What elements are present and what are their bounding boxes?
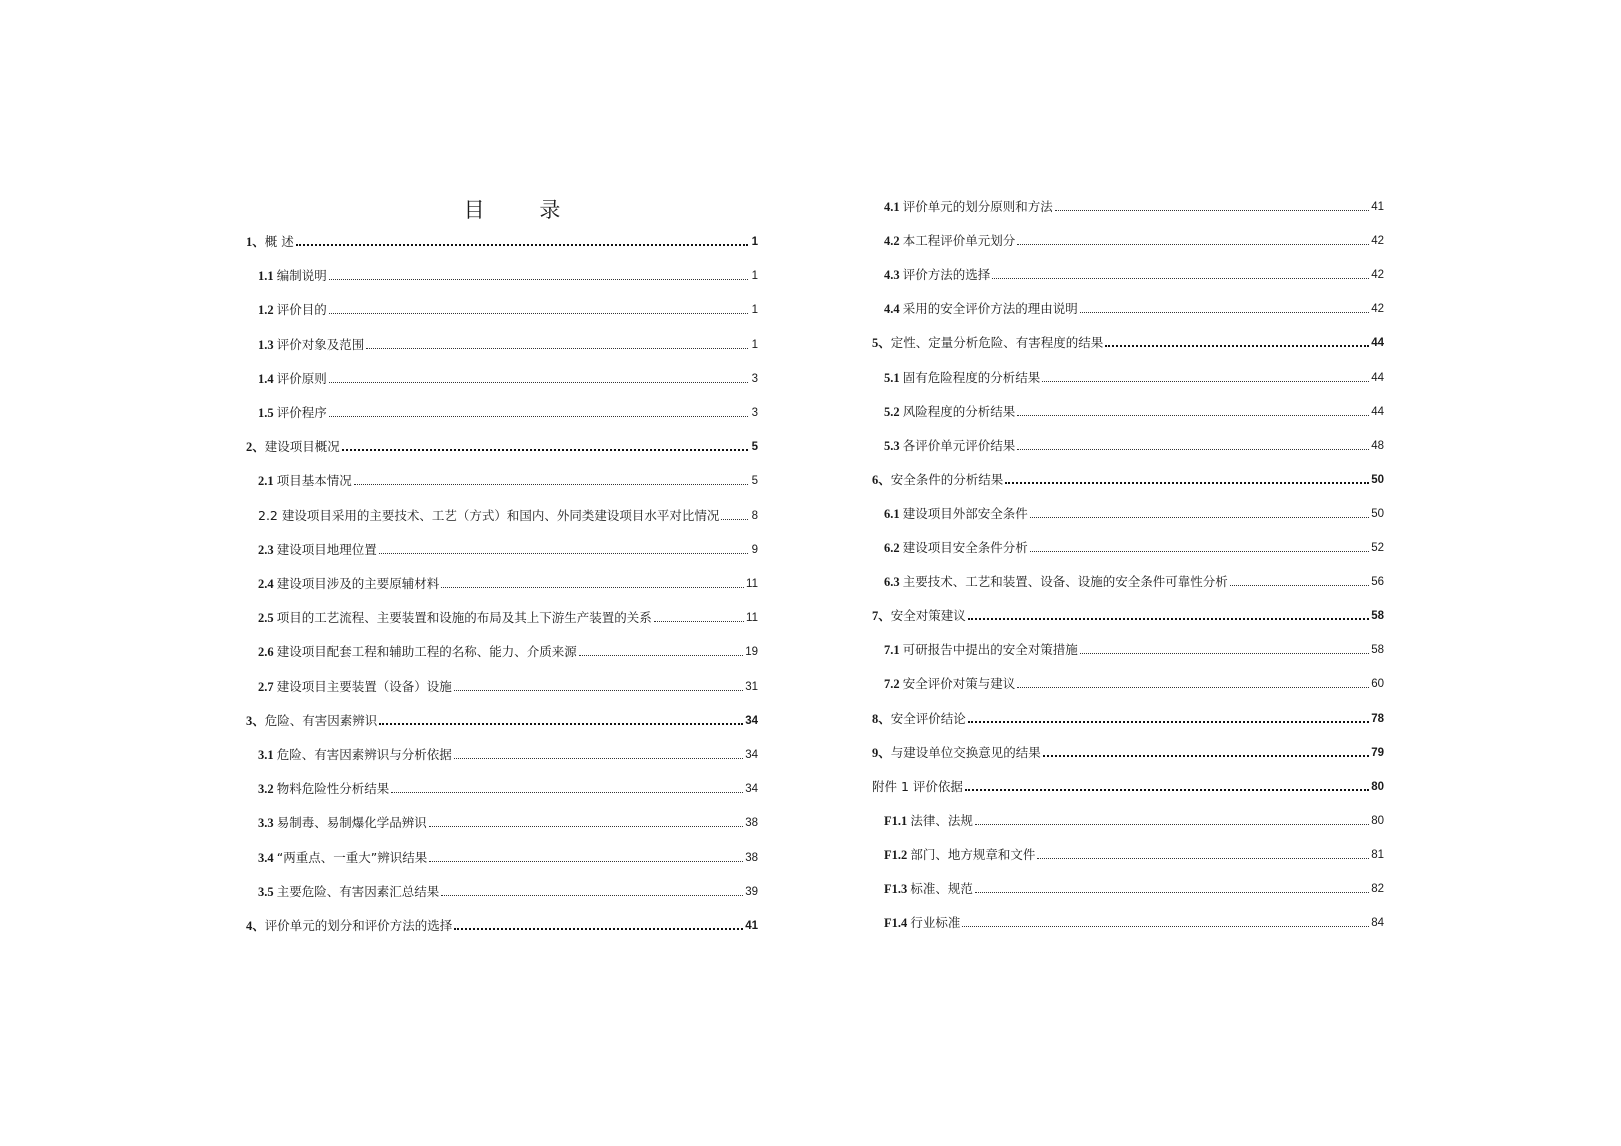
toc-entry-number: 4.2 (884, 234, 903, 249)
toc-entry-number: 3.3 (258, 816, 277, 831)
toc-entry-page: 84 (1371, 917, 1384, 930)
toc-entry-title: 建设项目概况 (264, 439, 340, 455)
toc-entry-number: 2.7 (258, 679, 277, 694)
toc-entry-number: 1.3 (258, 337, 277, 352)
toc-entry[interactable] (246, 916, 758, 934)
toc-entry-title: 评价对象及范围 (276, 336, 365, 352)
toc-entry[interactable] (258, 369, 758, 387)
dot-leader (1017, 244, 1369, 245)
toc-entry-number: 3.1 (258, 748, 277, 762)
toc-entry[interactable] (884, 913, 1384, 931)
toc-entry-title: 建设项目外部安全条件 (902, 505, 1028, 521)
toc-entry-number: 7.1 (884, 643, 903, 658)
toc-entry-number: 3.5 (258, 884, 277, 899)
dot-leader (1005, 482, 1369, 484)
toc-entry-page: 56 (1371, 576, 1384, 589)
toc-entry-title: 固有危险程度的分析结果 (902, 369, 1041, 385)
toc-entry-number: 5.3 (884, 438, 903, 453)
toc-entry[interactable] (258, 608, 758, 626)
dot-leader (1105, 345, 1369, 347)
dot-leader (992, 278, 1369, 279)
dot-leader (1030, 517, 1369, 518)
toc-entry-title: 安全条件的分析结果 (890, 471, 1004, 487)
dot-leader (654, 621, 744, 622)
toc-entry-title: 危险、有害因素辨识与分析依据 (276, 747, 452, 762)
dot-leader (441, 587, 744, 588)
toc-entry[interactable] (258, 642, 758, 660)
dot-leader (968, 618, 1369, 620)
toc-entry-title: 编制说明 (276, 268, 327, 284)
toc-entry-page: 38 (745, 851, 758, 864)
toc-entry-number: 5.1 (884, 370, 903, 385)
toc-entry[interactable] (258, 779, 758, 797)
toc-entry[interactable] (884, 368, 1384, 386)
toc-entry-page: 1 (751, 270, 758, 283)
toc-entry-title: 概 述 (264, 234, 294, 249)
toc-entry[interactable] (258, 506, 758, 524)
toc-entry-title: 评价原则 (276, 370, 327, 386)
toc-entry-title: 各评价单元评价结果 (902, 437, 1016, 453)
toc-entry-number: 4.1 (884, 200, 903, 214)
toc-entry-page: 42 (1371, 269, 1384, 282)
dot-leader (329, 382, 748, 383)
toc-entry-title: “两重点、一重大”辨识结果 (276, 849, 428, 865)
toc-entry[interactable] (872, 709, 1384, 727)
toc-entry-number: 1.5 (258, 406, 277, 420)
toc-entry-page: 42 (1371, 235, 1384, 248)
toc-entry-number: 6.3 (884, 575, 903, 590)
toc-entry-title: 安全评价对策与建议 (902, 676, 1016, 692)
dot-leader (721, 519, 748, 520)
dot-leader (441, 895, 743, 896)
toc-entry-number: 6.2 (884, 541, 903, 555)
toc-entry[interactable] (884, 572, 1384, 590)
toc-entry-number: 1、 (246, 235, 265, 249)
toc-entry-page: 58 (1371, 610, 1384, 623)
toc-entry-number: 3.4 (258, 850, 277, 865)
dot-leader (354, 484, 748, 485)
toc-entry-title: 本工程评价单元划分 (902, 233, 1016, 249)
toc-entry-page: 42 (1371, 303, 1384, 316)
toc-entry-page: 50 (1371, 507, 1384, 520)
toc-entry-page: 19 (745, 646, 758, 659)
toc-entry[interactable] (884, 299, 1384, 317)
toc-entry-page: 44 (1371, 337, 1384, 350)
toc-title: 目 录 (463, 198, 585, 222)
toc-entry-number: 2.6 (258, 645, 277, 660)
toc-entry-page: 44 (1371, 371, 1384, 384)
dot-leader (1030, 551, 1369, 552)
dot-leader (366, 348, 748, 349)
toc-entry-title: 与建设单位交换意见的结果 (890, 744, 1041, 760)
dot-leader (975, 892, 1369, 893)
toc-entry-number: 3.2 (258, 782, 277, 797)
toc-entry[interactable] (884, 436, 1384, 454)
toc-entry[interactable] (884, 265, 1384, 283)
toc-entry[interactable] (258, 677, 758, 695)
toc-entry-number: 1.1 (258, 269, 277, 284)
toc-entry[interactable] (872, 470, 1384, 488)
toc-entry-number: 5、 (872, 336, 891, 351)
toc-entry-title: 物料危险性分析结果 (276, 781, 390, 797)
toc-entry-title: 评价目的 (276, 302, 327, 318)
toc-entry[interactable] (258, 403, 758, 421)
dot-leader (296, 244, 748, 246)
toc-entry[interactable] (872, 606, 1384, 624)
toc-entry-title: 项目的工艺流程、主要装置和设施的布局及其上下游生产装置的关系 (276, 610, 652, 626)
toc-entry-number: 附件 1 (872, 778, 913, 794)
toc-entry-title: 行业标准 (910, 915, 961, 931)
toc-entry[interactable] (872, 743, 1384, 761)
toc-entry-number: 6、 (872, 472, 891, 487)
dot-leader (968, 721, 1369, 723)
toc-entry-number: 5.2 (884, 404, 903, 419)
toc-entry-page: 34 (745, 749, 758, 761)
dot-leader (329, 416, 748, 417)
toc-entry-page: 9 (751, 543, 758, 556)
dot-leader (975, 824, 1369, 825)
toc-entry-page: 39 (745, 885, 758, 898)
toc-entry-number: F1.2 (884, 847, 911, 862)
toc-entry-page: 52 (1371, 542, 1384, 554)
dot-leader (342, 449, 748, 451)
toc-entry[interactable] (884, 811, 1384, 829)
dot-leader (579, 655, 743, 656)
toc-entry[interactable] (884, 845, 1384, 863)
toc-entry-title: 评价单元的划分和评价方法的选择 (264, 918, 453, 933)
toc-entry-title: 易制毒、易制爆化学品辨识 (276, 815, 427, 831)
dot-leader (1017, 449, 1369, 450)
toc-entry-page: 48 (1371, 439, 1384, 452)
toc-entry-title: 采用的安全评价方法的理由说明 (902, 301, 1078, 317)
toc-entry-number: 8、 (872, 711, 891, 726)
toc-entry-page: 5 (751, 475, 758, 488)
toc-entry[interactable] (258, 574, 758, 592)
toc-entry-number: 2.4 (258, 577, 277, 591)
toc-entry[interactable] (884, 640, 1384, 658)
toc-entry-page: 1 (751, 236, 758, 248)
dot-leader (1055, 210, 1369, 211)
dot-leader (454, 928, 743, 930)
toc-entry-number: 1.4 (258, 371, 277, 386)
toc-entry-page: 80 (1371, 814, 1384, 827)
toc-entry[interactable] (884, 879, 1384, 897)
toc-entry-title: 安全评价结论 (890, 710, 966, 726)
toc-entry[interactable] (258, 266, 758, 284)
toc-entry-number: 3、 (246, 713, 265, 728)
toc-entry-title: 安全对策建议 (890, 608, 966, 624)
toc-entry-number: 2.3 (258, 542, 277, 557)
toc-entry-number: 2.5 (258, 611, 277, 626)
toc-entry-page: 41 (1371, 201, 1384, 213)
toc-entry-page: 78 (1371, 712, 1384, 725)
toc-entry-number: 4.3 (884, 268, 903, 283)
toc-entry[interactable] (872, 777, 1384, 795)
toc-entry-number: 4、 (246, 919, 265, 933)
toc-entry-title: 评价单元的划分原则和方法 (902, 199, 1053, 214)
toc-entry-title: 评价方法的选择 (902, 267, 991, 283)
toc-entry[interactable] (884, 231, 1384, 249)
toc-entry[interactable] (258, 745, 758, 763)
toc-entry-page: 3 (751, 407, 758, 419)
dot-leader (391, 792, 743, 793)
toc-entry-title: 建设项目采用的主要技术、工艺（方式）和国内、外同类建设项目水平对比情况 (281, 507, 720, 523)
toc-entry-number: 4.4 (884, 302, 903, 317)
toc-entry-page: 1 (751, 338, 758, 351)
toc-entry[interactable] (258, 335, 758, 353)
toc-entry-title: 建设项目涉及的主要原辅材料 (276, 576, 440, 591)
dot-leader (1230, 585, 1369, 586)
toc-entry-number: F1.3 (884, 882, 911, 896)
toc-entry-title: 标准、规范 (910, 881, 973, 896)
dot-leader (429, 861, 743, 862)
toc-entry-number: 2、 (246, 440, 265, 455)
toc-entry-page: 44 (1371, 405, 1384, 418)
dot-leader (454, 690, 743, 691)
toc-entry-page: 34 (745, 783, 758, 796)
toc-entry[interactable] (246, 711, 758, 729)
toc-entry[interactable] (872, 333, 1384, 351)
toc-entry-number: F1.4 (884, 916, 911, 931)
toc-entry-page: 1 (751, 304, 758, 317)
dot-leader (1017, 415, 1369, 416)
toc-entry[interactable] (258, 300, 758, 318)
toc-entry-page: 81 (1371, 848, 1384, 861)
toc-entry-title: 项目基本情况 (276, 473, 352, 489)
dot-leader (329, 279, 748, 280)
dot-leader (1080, 312, 1369, 313)
toc-entry-title: 法律、法规 (910, 812, 973, 828)
toc-entry-title: 建设项目地理位置 (276, 541, 377, 557)
toc-entry-page: 80 (1371, 780, 1384, 793)
toc-entry[interactable] (884, 197, 1384, 215)
dot-leader (429, 826, 743, 827)
toc-entry[interactable] (258, 813, 758, 831)
toc-entry[interactable] (884, 674, 1384, 692)
dot-leader (1043, 755, 1369, 757)
toc-entry-number: F1.1 (884, 813, 911, 828)
toc-entry[interactable] (258, 848, 758, 866)
dot-leader (1017, 687, 1369, 688)
toc-entry-title: 建设项目安全条件分析 (902, 540, 1028, 555)
dot-leader (1037, 858, 1369, 859)
toc-entry-page: 50 (1371, 473, 1384, 486)
toc-entry-title: 定性、定量分析危险、有害程度的结果 (890, 335, 1104, 351)
toc-entry-title: 建设项目主要装置（设备）设施 (276, 678, 452, 694)
toc-entry-title: 风险程度的分析结果 (902, 403, 1016, 419)
dot-leader (454, 758, 743, 759)
toc-entry-title: 可研报告中提出的安全对策措施 (902, 642, 1078, 658)
toc-entry-title: 部门、地方规章和文件 (910, 846, 1036, 862)
toc-entry-number: 6.1 (884, 506, 903, 521)
toc-entry-page: 34 (745, 714, 758, 727)
dot-leader (962, 926, 1369, 927)
toc-entry-title: 建设项目配套工程和辅助工程的名称、能力、介质来源 (276, 644, 577, 660)
dot-leader (329, 313, 748, 314)
toc-entry-number: 1.2 (258, 303, 277, 318)
toc-entry-page: 3 (751, 372, 758, 385)
toc-entry-page: 11 (746, 612, 758, 625)
toc-entry-number: 7.2 (884, 677, 903, 692)
toc-entry-page: 11 (746, 578, 758, 590)
dot-leader (379, 723, 743, 725)
dot-leader (379, 553, 748, 554)
toc-entry-number: 2.2 (258, 507, 282, 523)
toc-entry-number: 9、 (872, 745, 891, 760)
toc-entry-page: 60 (1371, 678, 1384, 691)
toc-entry-title: 评价依据 (912, 778, 963, 794)
toc-entry-page: 8 (751, 509, 758, 522)
toc-entry-number: 2.1 (258, 474, 277, 489)
toc-entry-page: 31 (745, 680, 758, 693)
toc-entry[interactable] (246, 232, 758, 250)
toc-entry-page: 79 (1371, 746, 1384, 759)
toc-entry-title: 主要危险、有害因素汇总结果 (276, 883, 440, 899)
toc-entry[interactable] (258, 471, 758, 489)
toc-entry[interactable] (884, 538, 1384, 556)
toc-entry[interactable] (246, 437, 758, 455)
toc-entry-title: 主要技术、工艺和装置、设备、设施的安全条件可靠性分析 (902, 574, 1228, 590)
toc-entry[interactable] (884, 504, 1384, 522)
toc-entry-title: 评价程序 (276, 405, 327, 420)
toc-entry[interactable] (258, 540, 758, 558)
dot-leader (965, 789, 1369, 791)
toc-entry-title: 危险、有害因素辨识 (264, 712, 378, 728)
toc-entry-page: 5 (751, 441, 758, 454)
toc-entry[interactable] (258, 882, 758, 900)
toc-entry[interactable] (884, 402, 1384, 420)
toc-entry-number: 7、 (872, 609, 891, 624)
toc-entry-page: 58 (1371, 644, 1384, 657)
toc-entry-page: 82 (1371, 883, 1384, 895)
toc-entry-page: 41 (745, 920, 758, 932)
toc-entry-page: 38 (745, 817, 758, 830)
dot-leader (1080, 653, 1369, 654)
dot-leader (1042, 381, 1369, 382)
